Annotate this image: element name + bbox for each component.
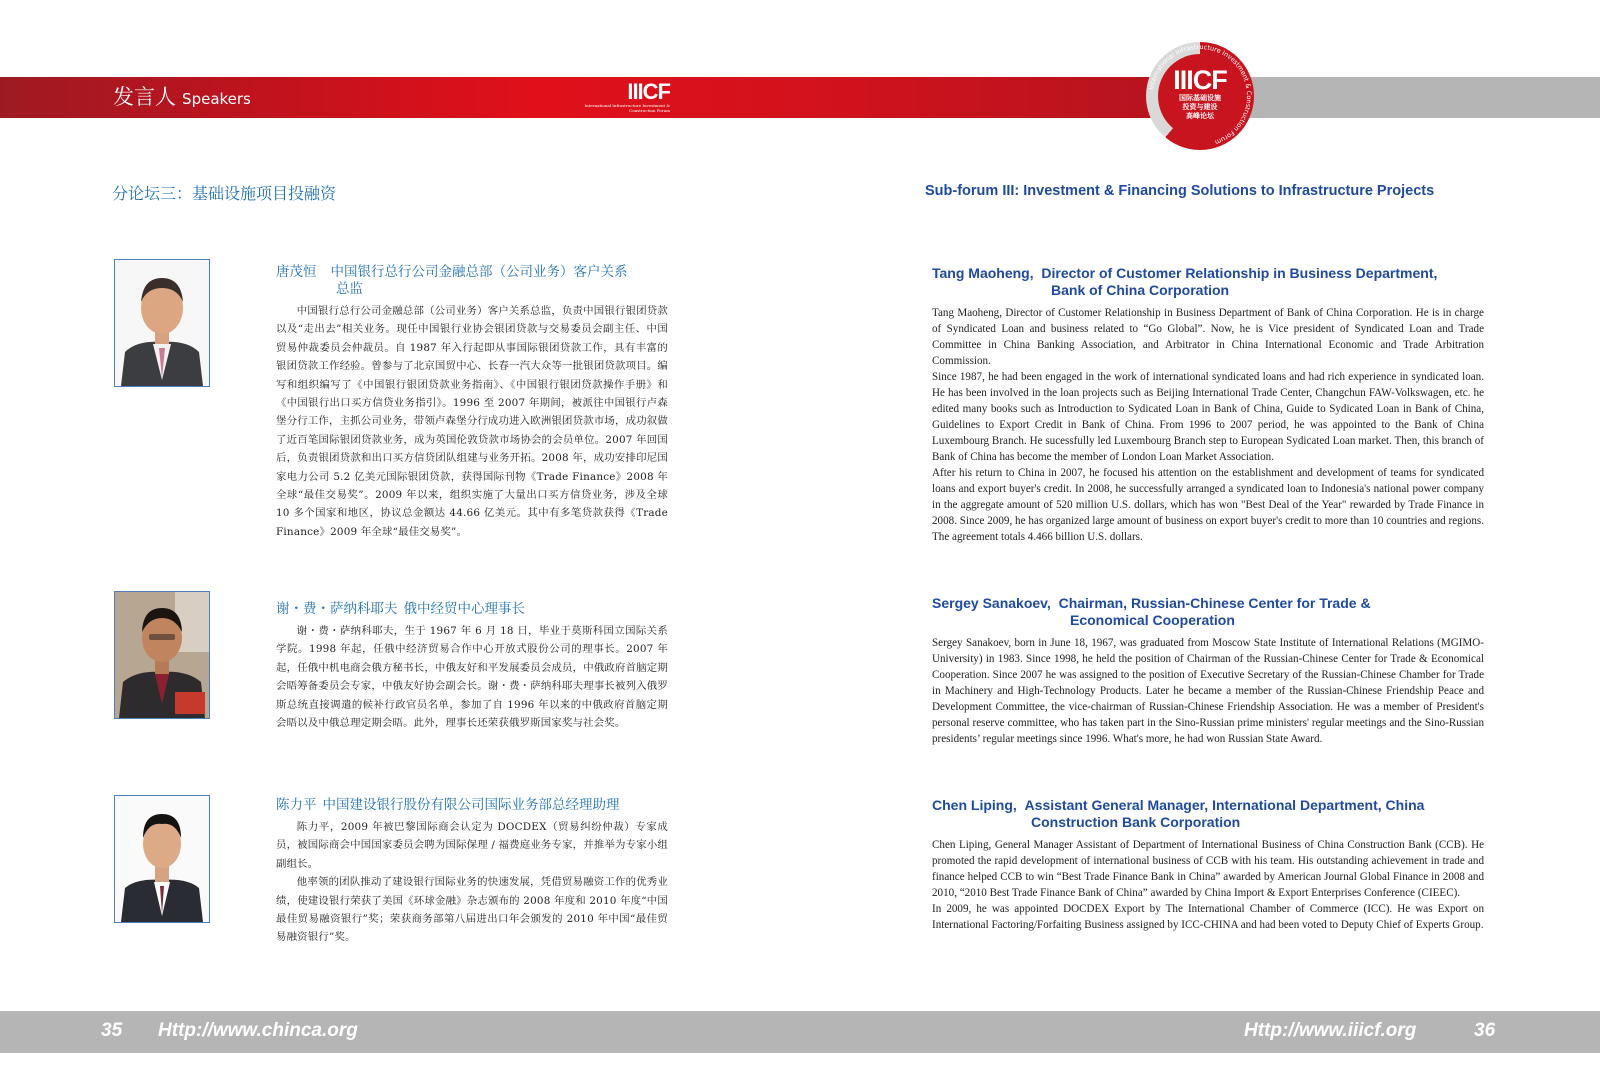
speaker-title: 中国银行总行公司金融总部（公司业务）客户关系 bbox=[330, 264, 628, 280]
header-title-cn: 发言人 bbox=[113, 85, 176, 109]
speaker-title: Chairman, Russian-Chinese Center for Trade & bbox=[1058, 595, 1371, 611]
speaker-title: Director of Customer Relationship in Business Department, bbox=[1041, 265, 1438, 281]
footer-url-left[interactable]: Http://www.chinca.org bbox=[158, 1020, 358, 1041]
seal-cn-line: 国际基础设施 bbox=[1179, 94, 1221, 102]
speaker-heading bbox=[276, 264, 668, 298]
speaker-photo-chen bbox=[114, 795, 210, 923]
section-title-en: Sub-forum III: Investment & Financing Solutions to Infrastructure Projects bbox=[925, 183, 1435, 199]
speaker-cn-tang bbox=[276, 264, 668, 541]
mini-logo-subtitle: International Infrastructure Investment & Construction Forum bbox=[584, 103, 670, 113]
speaker-heading bbox=[276, 797, 668, 814]
speaker-name: 唐茂恒 bbox=[276, 264, 317, 280]
speaker-heading bbox=[932, 595, 1484, 629]
speaker-cn-chen bbox=[276, 797, 668, 947]
speaker-title-cont: Bank of China Corporation bbox=[1051, 282, 1230, 298]
header-title-en: Speakers bbox=[182, 90, 251, 108]
mini-logo-mark: IIICF bbox=[627, 79, 670, 104]
footer-page-number-left: 35 bbox=[101, 1020, 123, 1041]
speaker-title: 俄中经贸中心理事长 bbox=[403, 601, 525, 617]
speaker-title: 中国建设银行股份有限公司国际业务部总经理助理 bbox=[322, 797, 620, 813]
speaker-bio: Since 1987, he had been engaged in the work of international syndicated loans and had rich experience in syndicated loan. He has been involved in the loan projects such as Beijing International Trade Center, Changchun FAW-Volkswagen, etc. he edited many books such as Introduction to Sydicated Loan in Bank of China, Guide to Sydicated Loan in Bank of China, Guidelines to Export Credit in Bank of China. From 1996 to 2007 period, he was appointed to the Bank of China Luxembourg Branch. He sucessfully led Luxembourg Branch step to European Sydicated Loan market. Then, this branch of Bank of China has become the member of London Loan Market Association. bbox=[932, 371, 1484, 463]
section-title-cn: 分论坛三：基础设施项目投融资 bbox=[112, 184, 337, 203]
speaker-en-tang bbox=[932, 265, 1484, 545]
speaker-bio: Tang Maoheng, Director of Customer Relationship in Business Department of Bank of China Corporation. He is in charge of Syndicated Loan and business related to “Go Global”. Now, he is Vice president of Syndicated Loan and Trade Committee in China Banking Association, and Arbitrator in China International Economic and Trade Arbitration Commission. bbox=[932, 307, 1484, 367]
seal-ring-text: International Infrastructure Investment & Construction Forum bbox=[1147, 42, 1254, 147]
seal-cn-line: 投资与建设 bbox=[1182, 103, 1218, 111]
header-title bbox=[113, 83, 251, 113]
speaker-name: 陈力平 bbox=[276, 797, 317, 813]
speaker-heading bbox=[932, 797, 1484, 831]
speaker-bio: Chen Liping, General Manager Assistant of Department of International Business of China Construction Bank (CCB). He promoted the rapid development of international business of CCB with his team. His outstanding achievement in trade and finance helped CCB to win “Best Trade Finance Bank in China” awarded by American Journal Global Finance in 2008 and 2010, “2010 Best Trade Finance Bank of China” awarded by China Import & Export Enterprises Conference (CIEEC). bbox=[932, 839, 1484, 899]
speaker-title: Assistant General Manager, International Department, China bbox=[1024, 797, 1425, 813]
seal-cn-line: 高峰论坛 bbox=[1186, 112, 1214, 120]
iiicf-mini-logo bbox=[572, 81, 670, 113]
speaker-heading bbox=[276, 601, 668, 618]
speaker-title-cont: Construction Bank Corporation bbox=[1031, 814, 1241, 830]
speaker-en-sanakoev bbox=[932, 595, 1484, 747]
seal-mark: IIICF bbox=[1173, 65, 1227, 95]
speaker-photo-tang bbox=[114, 259, 210, 387]
footer-page-number-right: 36 bbox=[1474, 1020, 1496, 1041]
seal-center bbox=[1158, 54, 1242, 138]
speaker-en-chen bbox=[932, 797, 1484, 933]
speaker-bio: 陈力平，2009 年被巴黎国际商会认定为 DOCDEX（贸易纠纷仲裁）专家成员，被国际商会中国国家委员会聘为国际保理 / 福费庭业务专家，并推举为专家小组副组长。 bbox=[276, 821, 668, 870]
footer-url-right[interactable]: Http://www.iiicf.org bbox=[1244, 1020, 1417, 1041]
speaker-name: Chen Liping, bbox=[932, 797, 1017, 813]
iiicf-seal-logo bbox=[1146, 42, 1254, 150]
speaker-title-cont: 总监 bbox=[336, 281, 363, 297]
speaker-bio: 谢・费・萨纳科耶夫，生于 1967 年 6 月 18 日，毕业于莫斯科国立国际关系学院。1998 年起，任俄中经济贸易合作中心开放式股份公司的理事长。2007 年起，任俄中机电商会俄方秘书长，中俄友好和平发展委员会成员，中俄政府首脑定期会晤筹备委员会专家，中俄友好协会副会长。谢・费・萨纳科耶夫理事长被列入俄罗斯总统直接调遣的候补行政官员名单，参加了自 1996 年以来的中俄政府首脑定期会晤以及中俄总理定期会晤。此外，理事长还荣获俄罗斯国家奖与社会奖。 bbox=[276, 625, 668, 730]
speaker-heading bbox=[932, 265, 1484, 299]
speaker-bio: In 2009, he was appointed DOCDEX Export by The International Chamber of Commerce (ICC). He was Export on International Factoring/Forfaiting Business assigned by ICC-CHINA and had been voted to Deputy Chief of Experts Group. bbox=[932, 903, 1484, 931]
speaker-name: 谢・费・萨纳科耶夫 bbox=[276, 601, 398, 617]
speaker-bio: 他率领的团队推动了建设银行国际业务的快速发展，凭借贸易融资工作的优秀业绩，使建设银行荣获了美国《环球金融》杂志颁布的 2008 年度和 2010 年度“中国最佳贸易融资银行”奖；荣获商务部第八届进出口年会颁发的 2010 年中国“最佳贸易融资银行”奖。 bbox=[276, 876, 668, 944]
speaker-bio: After his return to China in 2007, he focused his attention on the establishment and development of teams for syndicated loans and export buyer's credit. In 2008, he successfully arranged a syndicated loan to Indonesia's national power company in the aggregate amount of 520 million U.S. dollars, which has won "Best Deal of the Year" rewarded by Trade Finance in 2008. Since 2009, he has organized large amount of business on export buyer's credit to more than 10 countries and regions. The agreement totals 4.466 billion U.S. dollars. bbox=[932, 467, 1484, 543]
speaker-name: Sergey Sanakoev, bbox=[932, 595, 1051, 611]
speaker-bio: 中国银行总行公司金融总部（公司业务）客户关系总监，负责中国银行银团贷款以及“走出去”相关业务。现任中国银行业协会银团贷款与交易委员会副主任、中国贸易仲裁委员会仲裁员。自 1987 年入行起即从事国际银团贷款工作，具有丰富的银团贷款工作经验。曾参与了北京国贸中心、长春一汽大众等一批银团贷款项目。编写和组织编写了《中国银行银团贷款业务指南》、《中国银行银团贷款操作手册》和《中国银行出口买方信贷业务指引》。1996 至 2007 年期间，被派往中国银行卢森堡分行工作，主抓公司业务，带领卢森堡分行成功进入欧洲银团贷款市场，成功叙做了近百笔国际银团贷款业务，成为英国伦敦贷款市场协会的会员单位。2007 年回国后，负责银团贷款和出口买方信贷团队组建与业务开拓。2008 年，成功安排印尼国家电力公司 5.2 亿美元国际银团贷款，获得国际刊物《Trade Finance》2008 年全球“最佳交易奖”。2009 年以来，组织实施了大量出口买方信贷业务，涉及全球 10 多个国家和地区，协议总金额达 44.66 亿美元。其中有多笔贷款获得《Trade Finance》2009 年全球“最佳交易奖”。 bbox=[276, 305, 668, 538]
speaker-cn-sanakoev bbox=[276, 601, 668, 732]
speaker-bio: Sergey Sanakoev, born in June 18, 1967, was graduated from Moscow State Institute of International Relations (MGIMO-University) in 1983. Since 1998, he held the position of Chairman of the Russian-Chinese Center for Trade & Economical Cooperation. Since 2007 he was assigned to the position of Executive Secretary of the Russian-Chinese Chamber for Trade in Machinery and High-Technology Products. Later he became a member of the Russian-Chinese Friendship Peace and Development Committee, the vice-chairman of Russian-Chinese Friendship Association. He was a member of President's personal reserve committee, who has taken part in the Sino-Russian prime ministers' regular meetings and the Sino-Russian presidents’ regular meetings since 1996. What's more, he had won Russian State Award. bbox=[932, 637, 1484, 745]
speaker-photo-sanakoev bbox=[114, 591, 210, 719]
speaker-title-cont: Economical Cooperation bbox=[1070, 612, 1235, 628]
speaker-name: Tang Maoheng, bbox=[932, 265, 1034, 281]
